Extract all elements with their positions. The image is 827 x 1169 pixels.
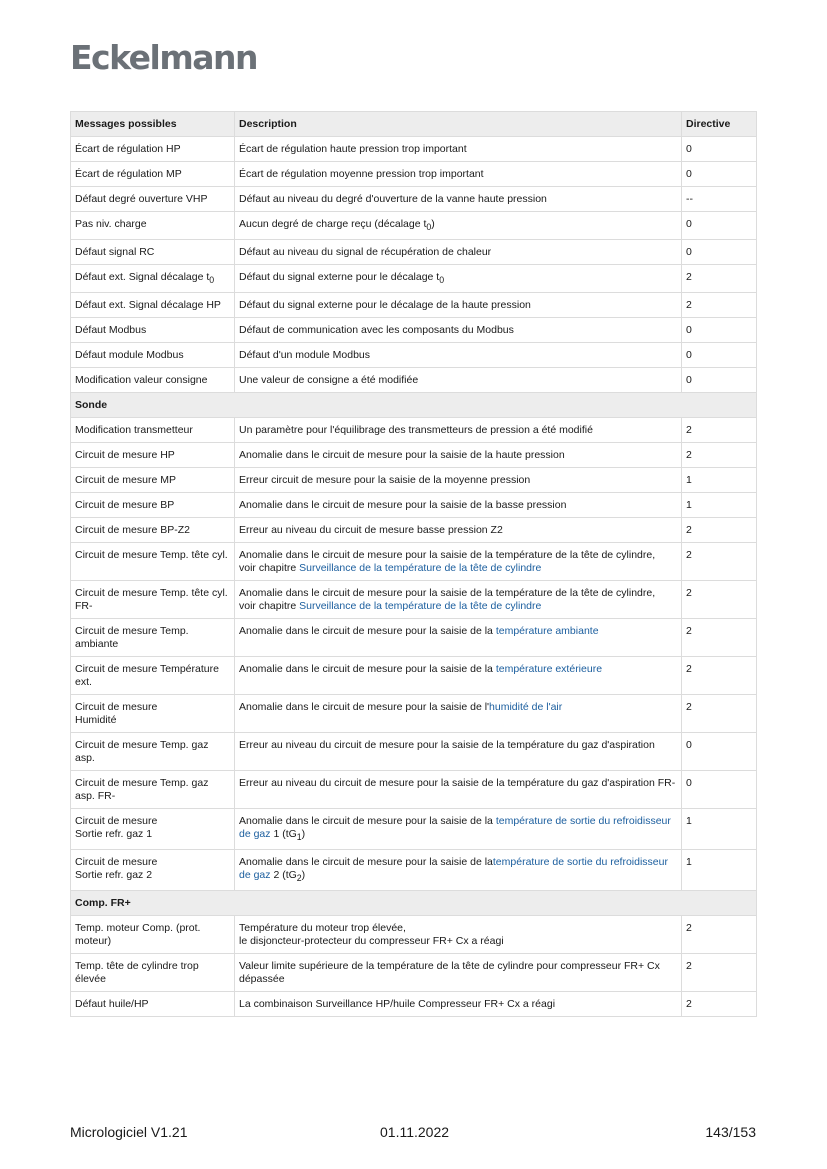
description-cell <box>235 809 682 850</box>
table-row <box>71 809 757 850</box>
message-cell <box>71 443 235 468</box>
description-cell <box>235 162 682 187</box>
directive-cell: 1 <box>682 850 757 891</box>
eckelmann-logo: Eckelmann <box>70 38 257 77</box>
section-title: Sonde <box>71 393 757 418</box>
description-link[interactable]: humidité de l'air <box>489 701 563 714</box>
message-text: Circuit de mesure Temp. tête cyl. <box>75 549 228 562</box>
description-link[interactable]: température ambiante <box>495 625 599 638</box>
description-text-after: 2 (tG <box>270 869 297 882</box>
directive-cell: 0 <box>682 212 757 240</box>
description-text: Défaut de communication avec les composants du Modbus <box>239 324 514 337</box>
description-cell <box>235 343 682 368</box>
directive-cell: 0 <box>682 162 757 187</box>
description-cell <box>235 733 682 771</box>
message-cell <box>71 657 235 695</box>
description-text: Défaut du signal externe pour le décalage de la haute pression <box>239 299 531 312</box>
directive-cell: 0 <box>682 733 757 771</box>
description-text: Défaut au niveau du signal de récupération de chaleur <box>239 246 492 259</box>
table-row <box>71 137 757 162</box>
description-text: Valeur limite supérieure de la température de la tête de cylindre pour compresseur FR+ Cx dépassée <box>239 960 660 986</box>
table-row <box>71 916 757 954</box>
directive-cell: 0 <box>682 343 757 368</box>
directive-cell: 0 <box>682 137 757 162</box>
message-text: Circuit de mesure HP <box>75 449 175 462</box>
directive-cell: 2 <box>682 581 757 619</box>
description-text-line2: le disjoncteur-protecteur du compresseur FR+ Cx a réagi <box>239 935 504 948</box>
description-text: Erreur au niveau du circuit de mesure pour la saisie de la température du gaz d'aspiration <box>239 739 655 752</box>
message-cell <box>71 850 235 891</box>
message-text: Circuit de mesure Temp. gaz asp. <box>75 739 209 765</box>
description-cell <box>235 265 682 293</box>
description-text: Erreur au niveau du circuit de mesure pour la saisie de la température du gaz d'aspiration FR- <box>239 777 676 790</box>
table-row <box>71 293 757 318</box>
message-cell <box>71 695 235 733</box>
message-cell <box>71 343 235 368</box>
description-text: Écart de régulation haute pression trop important <box>239 143 467 155</box>
description-text: Anomalie dans le circuit de mesure pour la saisie de la haute pression <box>239 449 565 462</box>
message-text: Écart de régulation MP <box>75 168 182 180</box>
description-cell <box>235 418 682 443</box>
message-cell <box>71 771 235 809</box>
description-text-end: ) <box>301 869 306 882</box>
description-cell <box>235 518 682 543</box>
description-text-line2: voir chapitre <box>239 562 300 575</box>
footer-page-number: 143/153 <box>705 1124 756 1140</box>
table-row <box>71 468 757 493</box>
table-row <box>71 418 757 443</box>
description-cell <box>235 695 682 733</box>
message-cell <box>71 493 235 518</box>
description-text: Anomalie dans le circuit de mesure pour la saisie de la basse pression <box>239 499 567 512</box>
description-subscript: 2 <box>296 873 302 884</box>
message-text: Temp. moteur Comp. (prot. moteur) <box>75 922 201 948</box>
table-row <box>71 265 757 293</box>
description-cell <box>235 212 682 240</box>
table-row <box>71 581 757 619</box>
directive-cell: -- <box>682 187 757 212</box>
footer-firmware: Micrologiciel V1.21 <box>70 1124 188 1140</box>
directive-cell: 1 <box>682 809 757 850</box>
message-text: Circuit de mesure Temp. ambiante <box>75 625 189 651</box>
message-cell <box>71 543 235 581</box>
directive-cell: 2 <box>682 265 757 293</box>
table-row <box>71 443 757 468</box>
description-text: Anomalie dans le circuit de mesure pour la saisie de la <box>239 625 496 638</box>
description-text: Un paramètre pour l'équilibrage des transmetteurs de pression a été modifié <box>239 424 593 437</box>
description-text-line2: voir chapitre <box>239 600 300 613</box>
message-text: Pas niv. charge <box>75 218 147 230</box>
description-cell <box>235 137 682 162</box>
section-title: Comp. FR+ <box>71 891 757 916</box>
description-text: Anomalie dans le circuit de mesure pour la saisie de la température de la tête de cylindre, <box>239 549 656 562</box>
message-text: Circuit de mesure <box>75 701 158 714</box>
message-text: Défaut module Modbus <box>75 349 184 362</box>
table-row <box>71 240 757 265</box>
description-cell <box>235 318 682 343</box>
message-text: Circuit de mesure BP-Z2 <box>75 524 190 537</box>
description-text: La combinaison Surveillance HP/huile Compresseur FR+ Cx a réagi <box>239 998 556 1011</box>
table-row <box>71 318 757 343</box>
directive-cell: 2 <box>682 619 757 657</box>
table-body <box>71 137 757 1017</box>
header-directive: Directive <box>682 112 757 137</box>
table-row <box>71 493 757 518</box>
description-subscript: 0 <box>439 275 445 286</box>
description-link[interactable]: Surveillance de la température de la tête de cylindre <box>299 562 542 575</box>
message-text: Temp. tête de cylindre trop élevée <box>75 960 199 986</box>
description-text: Anomalie dans le circuit de mesure pour la saisie de la <box>239 815 496 828</box>
table-row <box>71 368 757 393</box>
message-text: Circuit de mesure Temp. tête cyl. FR- <box>75 587 228 613</box>
table-row <box>71 733 757 771</box>
table-row <box>71 695 757 733</box>
message-cell <box>71 240 235 265</box>
table-row <box>71 619 757 657</box>
message-cell <box>71 809 235 850</box>
directive-cell: 2 <box>682 543 757 581</box>
description-link[interactable]: Surveillance de la température de la tête de cylindre <box>299 600 542 613</box>
message-text: Modification valeur consigne <box>75 374 208 387</box>
message-cell <box>71 318 235 343</box>
description-cell <box>235 368 682 393</box>
message-text: Défaut ext. Signal décalage t <box>75 271 210 284</box>
directive-cell: 2 <box>682 657 757 695</box>
message-cell <box>71 619 235 657</box>
message-text: Défaut ext. Signal décalage HP <box>75 299 221 312</box>
table-row <box>71 343 757 368</box>
message-cell <box>71 162 235 187</box>
message-cell <box>71 916 235 954</box>
directive-cell: 2 <box>682 418 757 443</box>
description-text: Défaut au niveau du degré d'ouverture de la vanne haute pression <box>239 193 547 205</box>
description-text: Température du moteur trop élevée, <box>239 922 406 935</box>
description-text: Anomalie dans le circuit de mesure pour la saisie de la température de la tête de cylindre, <box>239 587 656 600</box>
description-text: Défaut du signal externe pour le décalage t <box>239 271 440 284</box>
description-cell <box>235 443 682 468</box>
description-cell <box>235 850 682 891</box>
message-cell <box>71 954 235 992</box>
message-text: Circuit de mesure Temp. gaz asp. FR- <box>75 777 209 803</box>
message-cell <box>71 418 235 443</box>
directive-cell: 0 <box>682 368 757 393</box>
description-cell <box>235 771 682 809</box>
directive-cell: 2 <box>682 518 757 543</box>
description-cell <box>235 493 682 518</box>
header-messages: Messages possibles <box>71 112 235 137</box>
description-text: Une valeur de consigne a été modifiée <box>239 374 419 387</box>
directive-cell: 2 <box>682 992 757 1017</box>
table-row <box>71 954 757 992</box>
directive-cell: 2 <box>682 954 757 992</box>
message-subscript: 0 <box>209 275 215 286</box>
footer-date: 01.11.2022 <box>380 1124 450 1140</box>
message-text-line2: Sortie refr. gaz 1 <box>75 828 153 841</box>
description-cell <box>235 619 682 657</box>
description-cell <box>235 468 682 493</box>
table-header-row <box>71 112 757 137</box>
directive-cell: 1 <box>682 493 757 518</box>
description-text: Anomalie dans le circuit de mesure pour la saisie de l' <box>239 701 490 714</box>
description-link[interactable]: température de sortie du refroidisseur de gaz <box>239 815 671 841</box>
table-row <box>71 771 757 809</box>
description-text: Défaut d'un module Modbus <box>239 349 371 362</box>
messages-table <box>70 111 757 1017</box>
description-text: Aucun degré de charge reçu (décalage t <box>239 218 427 230</box>
table-row <box>71 212 757 240</box>
message-cell <box>71 468 235 493</box>
message-cell <box>71 293 235 318</box>
message-text: Circuit de mesure <box>75 856 158 869</box>
directive-cell: 0 <box>682 240 757 265</box>
message-text: Défaut huile/HP <box>75 998 149 1011</box>
message-cell <box>71 187 235 212</box>
description-cell <box>235 954 682 992</box>
description-text: Écart de régulation moyenne pression trop important <box>239 168 484 180</box>
directive-cell: 2 <box>682 695 757 733</box>
description-text-after: ) <box>431 218 435 230</box>
description-cell <box>235 293 682 318</box>
message-text: Défaut Modbus <box>75 324 147 337</box>
table-row <box>71 162 757 187</box>
message-text-line2: Humidité <box>75 714 117 727</box>
description-cell <box>235 992 682 1017</box>
message-cell <box>71 581 235 619</box>
description-cell <box>235 581 682 619</box>
table-row <box>71 850 757 891</box>
table-row <box>71 518 757 543</box>
message-cell <box>71 368 235 393</box>
message-text: Modification transmetteur <box>75 424 193 437</box>
description-text: Erreur circuit de mesure pour la saisie de la moyenne pression <box>239 474 531 487</box>
table-row <box>71 992 757 1017</box>
directive-cell: 2 <box>682 443 757 468</box>
table-row <box>71 187 757 212</box>
section-row <box>71 891 757 916</box>
message-text-line2: Sortie refr. gaz 2 <box>75 869 153 882</box>
message-text: Écart de régulation HP <box>75 143 181 155</box>
description-link[interactable]: température de sortie du refroidisseur de gaz <box>239 856 668 882</box>
description-text: Erreur au niveau du circuit de mesure basse pression Z2 <box>239 524 503 537</box>
description-cell <box>235 240 682 265</box>
directive-cell: 0 <box>682 771 757 809</box>
message-text: Circuit de mesure MP <box>75 474 176 487</box>
header-description: Description <box>235 112 682 137</box>
description-text: Anomalie dans le circuit de mesure pour la saisie de la <box>239 856 493 869</box>
description-text-end: ) <box>301 828 306 841</box>
directive-cell: 2 <box>682 293 757 318</box>
description-cell <box>235 543 682 581</box>
description-cell <box>235 916 682 954</box>
message-cell <box>71 733 235 771</box>
message-cell <box>71 212 235 240</box>
section-row <box>71 393 757 418</box>
message-cell <box>71 265 235 293</box>
table-row <box>71 657 757 695</box>
description-cell <box>235 657 682 695</box>
message-text: Circuit de mesure BP <box>75 499 175 512</box>
message-cell <box>71 137 235 162</box>
description-subscript: 0 <box>426 222 432 233</box>
description-link[interactable]: température extérieure <box>495 663 603 676</box>
description-cell <box>235 187 682 212</box>
directive-cell: 1 <box>682 468 757 493</box>
description-subscript: 1 <box>296 832 302 843</box>
description-text: Anomalie dans le circuit de mesure pour la saisie de la <box>239 663 496 676</box>
message-text: Circuit de mesure <box>75 815 158 828</box>
table-row <box>71 543 757 581</box>
message-cell <box>71 992 235 1017</box>
message-text: Défaut signal RC <box>75 246 155 259</box>
message-text: Défaut degré ouverture VHP <box>75 193 208 205</box>
message-cell <box>71 518 235 543</box>
description-text-after: 1 (tG <box>270 828 297 841</box>
directive-cell: 2 <box>682 916 757 954</box>
directive-cell: 0 <box>682 318 757 343</box>
message-text: Circuit de mesure Température ext. <box>75 663 219 689</box>
